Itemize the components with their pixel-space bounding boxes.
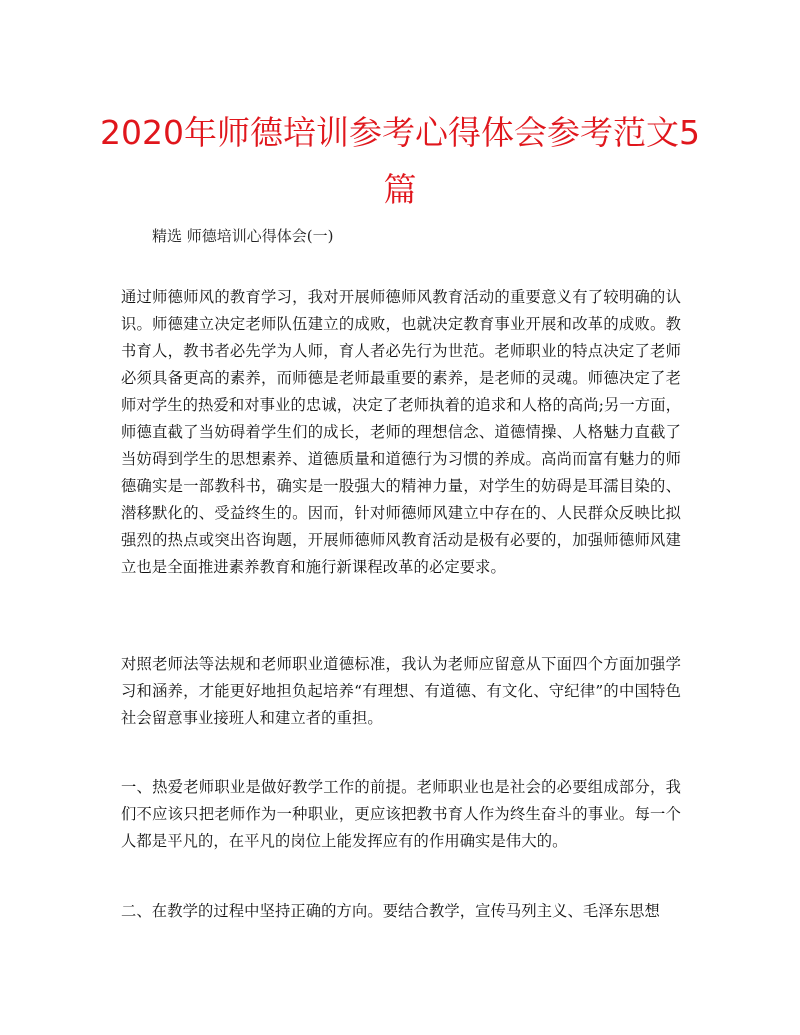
- document-title: 2020年师德培训参考心得体会参考范文5篇: [100, 113, 700, 209]
- paragraph-3: 一、热爱老师职业是做好教学工作的前提。老师职业也是社会的必要组成部分，我们不应该只把老师作为一种职业，更应该把教书育人作为终生奋斗的事业。每一个人都是平凡的，在平凡的岗位上能发挥应有的作用确实是伟大的。: [121, 778, 681, 850]
- paragraph-2: 对照老师法等法规和老师职业道德标准，我认为老师应留意从下面四个方面加强学习和涵养，才能更好地担负起培养“有理想、有道德、有文化、守纪律”的中国特色社会留意事业接班人和建立者的重担。: [121, 655, 681, 727]
- paragraph-1: 通过师德师风的教育学习，我对开展师德师风教育活动的重要意义有了较明确的认识。师德建立决定老师队伍建立的成败，也就决定教育事业开展和改革的成败。教书育人，教书者必先学为人师，育人者必先行为世范。老师职业的特点决定了老师必须具备更高的素养，而师德是老师最重要的素养，是老师的灵魂。师德决定了老师对学生的热爱和对事业的忠诚，决定了老师执着的追求和人格的高尚;另一方面，师德直截了当妨碍着学生们的成长，老师的理想信念、道德情操、人格魅力直截了当妨碍到学生的思想素养、道德质量和道德行为习惯的养成。高尚而富有魅力的师德确实是一部教科书，确实是一股强大的精神力量，对学生的妨碍是耳濡目染的、潜移默化的、受益终生的。因而，针对师德师风建立中存在的、人民群众反映比拟强烈的热点或突出咨询题，开展师德师风教育活动是极有必要的，加强师德师风建立也是全面推进素养教育和施行新课程改革的必定要求。: [121, 288, 681, 576]
- paragraph-4: 二、在教学的过程中坚持正确的方向。要结合教学，宣传马列主义、毛泽东思想: [121, 902, 660, 920]
- section-subtitle: 精选 师德培训心得体会(一): [152, 227, 334, 245]
